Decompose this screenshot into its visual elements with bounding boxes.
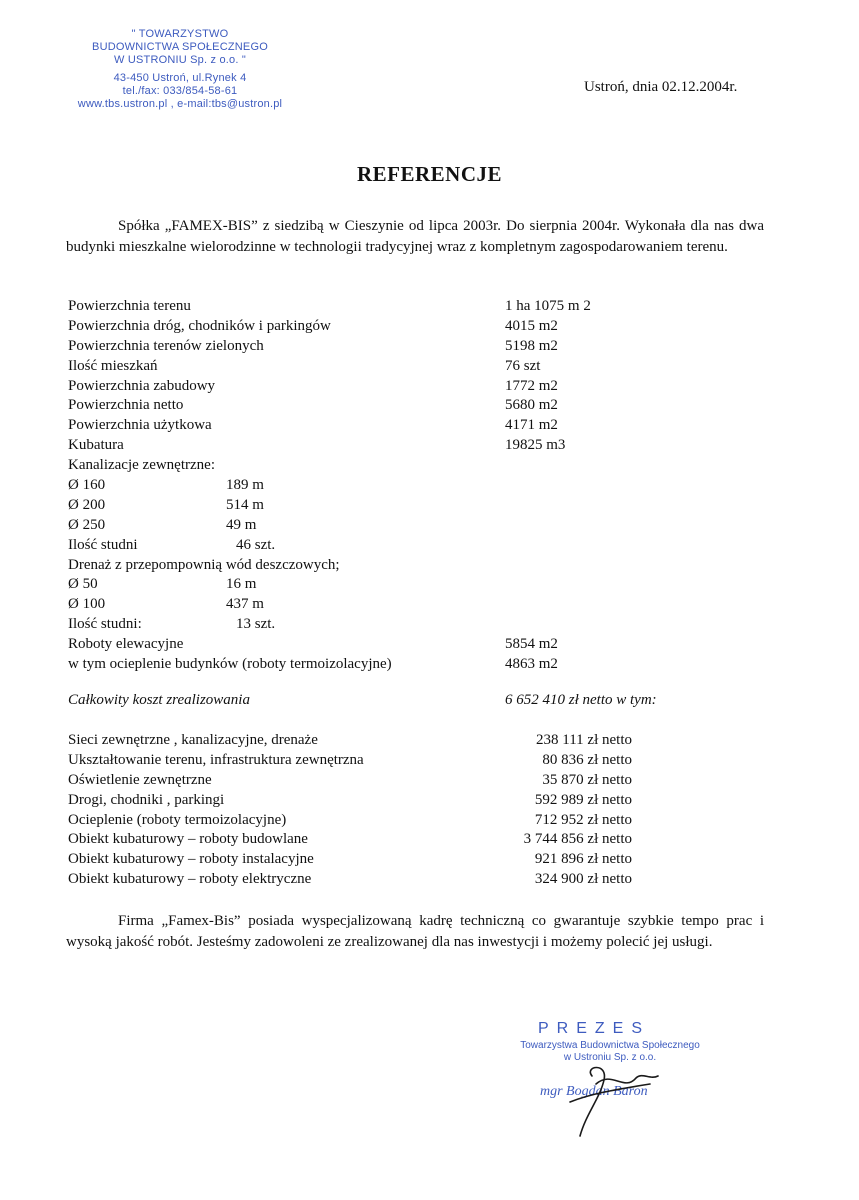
row-value: 19825 m3	[505, 437, 566, 454]
row-label: Ø 250	[68, 516, 106, 533]
row-label: Powierzchnia zabudowy	[68, 377, 216, 394]
table-row	[68, 556, 768, 576]
row-label: Kanalizacje zewnętrzne:	[68, 457, 215, 474]
table-row	[68, 396, 768, 416]
row-label: Ilość mieszkań	[68, 357, 158, 374]
intro-paragraph: Spółka „FAMEX-BIS” z siedzibą w Cieszynie od lipca 2003r. Do sierpnia 2004r. Wykonała dla nas dwa budynki mieszkalne wielorodzinne w technologii tradycyjnej wraz z kompletnym zagospodarowaniem terenu.	[66, 218, 764, 255]
table-row	[68, 771, 768, 791]
signature-role: PREZES	[538, 1020, 651, 1037]
row-label: Powierzchnia terenów zielonych	[68, 337, 264, 354]
row-value: 5680 m2	[505, 397, 558, 414]
document-title: REFERENCJE	[356, 162, 503, 186]
row-label: Ø 160	[68, 477, 106, 494]
row-quantity: 437 m	[226, 596, 264, 613]
signature-org-line: w Ustroniu Sp. z o.o.	[563, 1052, 657, 1063]
table-row	[68, 791, 768, 811]
table-row	[68, 317, 768, 337]
table-row	[68, 436, 768, 456]
row-label: Obiekt kubaturowy – roboty elektryczne	[68, 871, 312, 888]
row-label: w tym ocieplenie budynków (roboty termoizolacyjne)	[68, 656, 392, 673]
stamp-address: 43-450 Ustroń, ul.Rynek 4	[113, 72, 247, 84]
row-value: 712 952 zł netto	[534, 811, 632, 828]
row-value: 238 111 zł netto	[536, 732, 632, 748]
table-row	[68, 595, 768, 615]
row-label: Powierzchnia użytkowa	[68, 417, 212, 434]
signatory-name: mgr Bogdan Baron	[540, 1084, 648, 1099]
row-label: Ocieplenie (roboty termoizolacyjne)	[68, 811, 287, 828]
table-row	[68, 416, 768, 436]
row-label: Ø 200	[68, 496, 106, 513]
row-label: Drenaż z przepompownią wód deszczowych;	[68, 556, 340, 573]
row-value: 3 744 856 zł netto	[523, 831, 632, 848]
stamp-web: www.tbs.ustron.pl , e-mail:tbs@ustron.pl	[77, 98, 283, 110]
table-row	[68, 635, 768, 655]
table-row	[68, 337, 768, 357]
row-label: Obiekt kubaturowy – roboty instalacyjne	[68, 851, 314, 868]
table-row	[68, 655, 768, 675]
row-label: Powierzchnia dróg, chodników i parkingów	[68, 317, 331, 334]
row-value: 5198 m2	[505, 337, 558, 354]
row-label: Sieci zewnętrzne , kanalizacyjne, drenaże	[68, 732, 318, 748]
table-row	[68, 811, 768, 831]
document-date: Ustroń, dnia 02.12.2004r.	[584, 79, 738, 95]
stamp-line: BUDOWNICTWA SPOŁECZNEGO	[92, 41, 268, 53]
row-quantity: 49 m	[226, 516, 257, 533]
row-label: Roboty elewacyjne	[68, 636, 184, 653]
row-value: 4171 m2	[505, 417, 558, 434]
row-label: Ilość studni:	[68, 616, 142, 633]
table-row	[68, 476, 768, 496]
row-quantity: 514 m	[226, 496, 264, 513]
row-quantity: 13 szt.	[236, 616, 276, 633]
row-label: Obiekt kubaturowy – roboty budowlane	[68, 831, 308, 848]
cost-breakdown-list	[68, 731, 768, 890]
row-value: 5854 m2	[505, 636, 558, 653]
row-label: Oświetlenie zewnętrzne	[68, 771, 212, 788]
stamp-phone: tel./fax: 033/854-58-61	[122, 85, 238, 97]
table-row	[68, 536, 768, 556]
signature-org-line: Towarzystwa Budownictwa Społecznego	[520, 1040, 700, 1051]
row-label: Drogi, chodniki , parkingi	[68, 791, 225, 808]
row-value: 4015 m2	[505, 317, 558, 334]
table-row	[68, 870, 768, 890]
row-value: 1 ha 1075 m 2	[505, 298, 591, 314]
row-value: 35 870 zł netto	[542, 771, 632, 788]
table-row	[68, 850, 768, 870]
closing-paragraph: Firma „Famex-Bis” posiada wyspecjalizowaną kadrę techniczną co gwarantuje szybkie tempo prac i wysoką jakość robót. Jesteśmy zadowoleni ze zrealizowanej dla nas inwestycji i możemy polecić jej usługi.	[66, 913, 764, 950]
table-row	[68, 731, 768, 751]
row-value: 921 896 zł netto	[534, 851, 632, 868]
table-row	[68, 456, 768, 476]
total-cost-value: 6 652 410 zł netto w tym:	[505, 692, 657, 708]
table-row	[68, 575, 768, 595]
handwritten-signature	[500, 1018, 730, 1148]
specifications-list	[68, 297, 768, 675]
row-value: 4863 m2	[505, 656, 558, 673]
table-row	[68, 830, 768, 850]
row-value: 80 836 zł netto	[542, 751, 632, 768]
row-quantity: 46 szt.	[236, 536, 276, 553]
row-value: 76 szt	[505, 357, 541, 374]
row-label: Ilość studni	[68, 536, 138, 553]
row-label: Kubatura	[68, 437, 124, 454]
row-label: Powierzchnia terenu	[68, 298, 191, 314]
company-stamp	[70, 28, 290, 111]
total-cost-label: Całkowity koszt zrealizowania	[68, 692, 250, 708]
row-value: 1772 m2	[505, 377, 558, 394]
table-row	[68, 516, 768, 536]
row-value: 324 900 zł netto	[534, 871, 632, 888]
table-row	[68, 751, 768, 771]
row-quantity: 16 m	[226, 576, 257, 593]
total-cost-row	[68, 691, 768, 711]
row-quantity: 189 m	[226, 477, 264, 494]
table-row	[68, 377, 768, 397]
stamp-line: W USTRONIU Sp. z o.o. "	[114, 54, 246, 66]
row-label: Powierzchnia netto	[68, 397, 184, 414]
stamp-line: " TOWARZYSTWO	[131, 28, 229, 40]
row-value: 592 989 zł netto	[534, 791, 632, 808]
row-label: Ø 50	[68, 576, 98, 593]
signature-block	[500, 1018, 730, 1148]
table-row	[68, 357, 768, 377]
row-label: Ukształtowanie terenu, infrastruktura zewnętrzna	[68, 751, 364, 768]
table-row	[68, 297, 768, 317]
row-label: Ø 100	[68, 596, 106, 613]
table-row	[68, 615, 768, 635]
table-row	[68, 496, 768, 516]
